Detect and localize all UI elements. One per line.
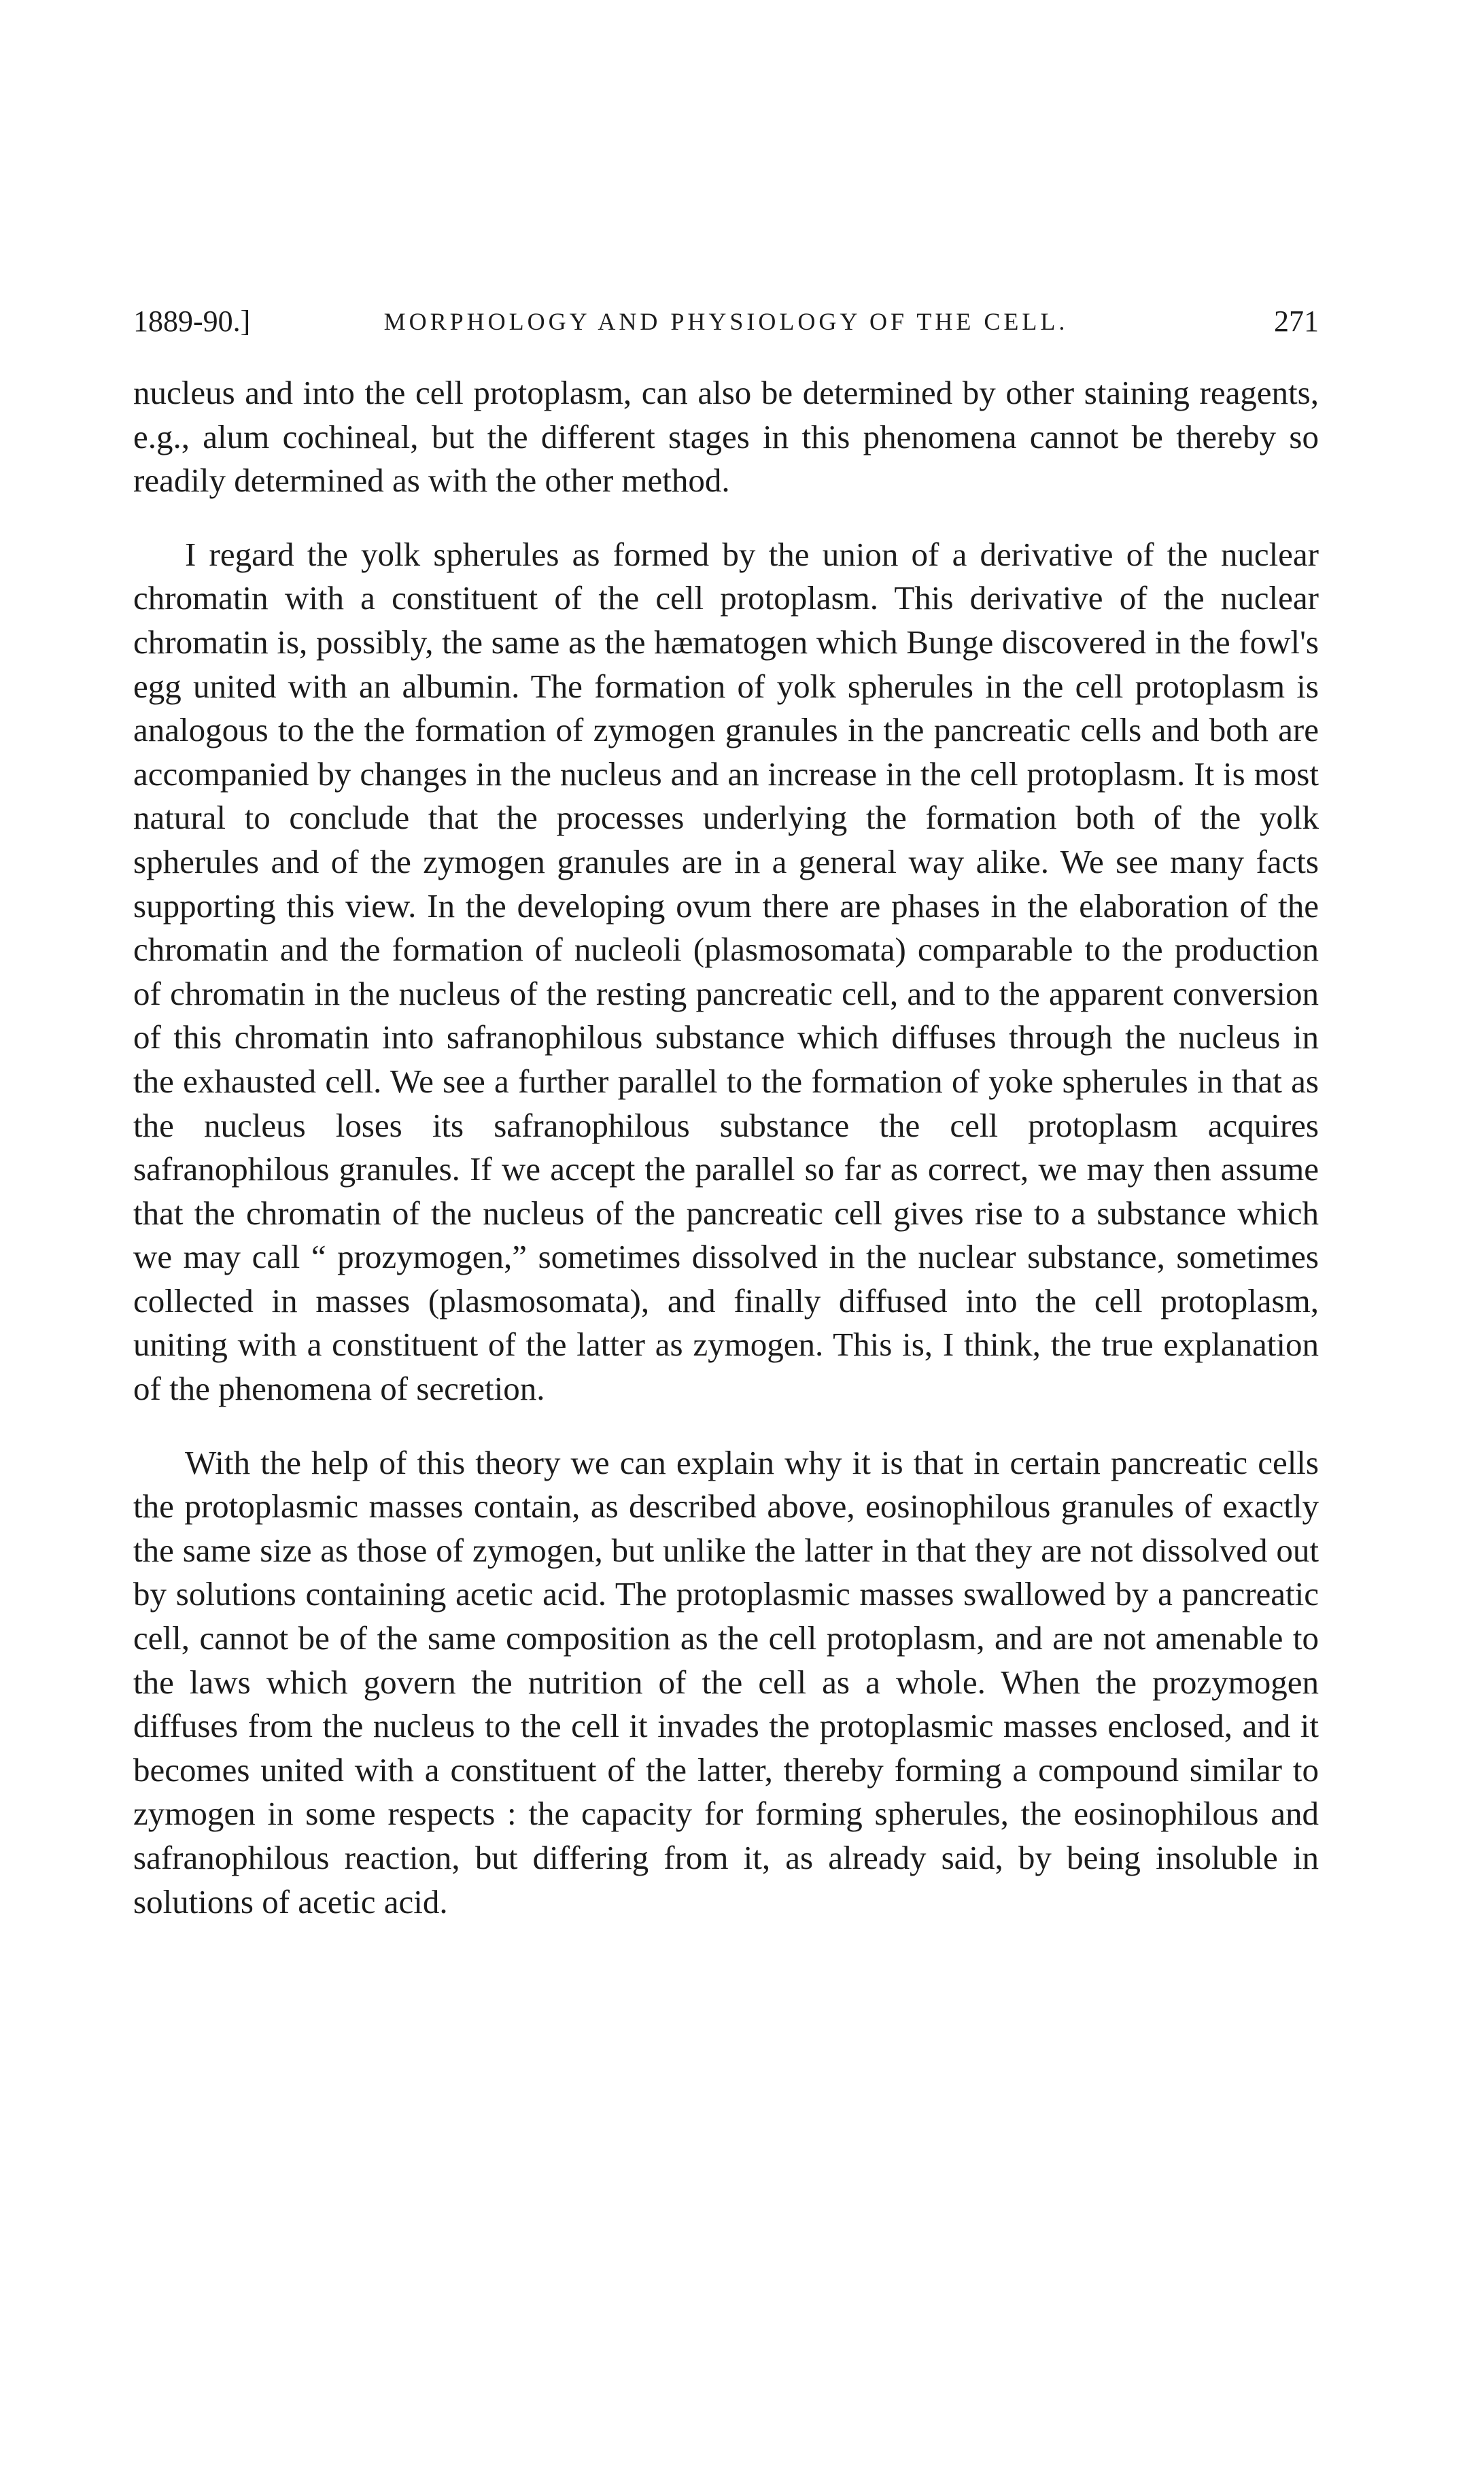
running-title: MORPHOLOGY AND PHYSIOLOGY OF THE CELL. xyxy=(383,308,1069,335)
paragraph-continued: nucleus and into the cell protoplasm, can also be determined by other staining reagents, e.g., alum cochineal, but the different stages in this phenomena cannot be thereby so readily determined as with the other method. xyxy=(133,374,1319,500)
paragraph-gap xyxy=(133,503,1319,533)
volume-years: 1889-90.] xyxy=(133,305,251,338)
paragraph-yolk-spherules: I regard the yolk spherules as formed by the union of a derivative of the nuclear chromatin with a constituent of the cell protoplasm. This derivative of the nuclear chromatin is, possibly, the same as the hæmatogen which Bunge discovered in the fowl's egg united with an albumin. The formation of yolk spherules in the cell protoplasm is analogous to the the formation of zymogen granules in the pancreatic cells and both are accompanied by changes in the nucleus and an increase in the cell protoplasm. It is most natural to conclude that the processes underlying the formation both of the yolk spherules and of the zymogen granules are in a general way alike. We see many facts supporting this view. In the developing ovum there are phases in the elaboration of the chromatin and the formation of nucleoli (plasmosomata) comparable to the production of chromatin in the nucleus of the resting pancreatic cell, and to the apparent conversion of this chromatin into safranophilous substance which diffuses through the nucleus in the exhausted cell. We see a further parallel to the formation of yoke spherules in that as the nucleus loses its safranophilous substance the cell protoplasm acquires safranophilous granules. If we accept the parallel so far as correct, we may then assume that the chromatin of the nucleus of the pancreatic cell gives rise to a substance which we may call “ prozymogen,” sometimes dissolved in the nuclear substance, sometimes collected in masses (plasmosomata), and finally diffused into the cell protoplasm, uniting with a constituent of the latter as zymogen. This is, I think, the true explanation of the phenomena of secretion. xyxy=(133,535,1319,1408)
page-number: 271 xyxy=(1274,305,1319,338)
paragraph-theory: With the help of this theory we can explain why it is that in certain pancreatic cells the protoplasmic masses contain, as described above, eosinophilous granules of exactly the same size as those of zymogen, but unlike the latter in that they are not dissolved out by solutions containing acetic acid. The protoplasmic masses swallowed by a pancreatic cell, cannot be of the same composition as the cell protoplasm, and are not amenable to the laws which govern the nutrition of the cell as a whole. When the prozymogen diffuses from the nucleus to the cell it invades the protoplasmic masses enclosed, and it becomes united with a constituent of the latter, thereby forming a compound similar to zymogen in some respects : the capacity for forming spherules, the eosinophilous and safranophilous reaction, but differing from it, as already said, by being insoluble in solutions of acetic acid. xyxy=(133,1443,1319,1920)
running-header xyxy=(133,298,1319,345)
page xyxy=(133,298,1319,1924)
paragraph-gap xyxy=(133,1411,1319,1441)
